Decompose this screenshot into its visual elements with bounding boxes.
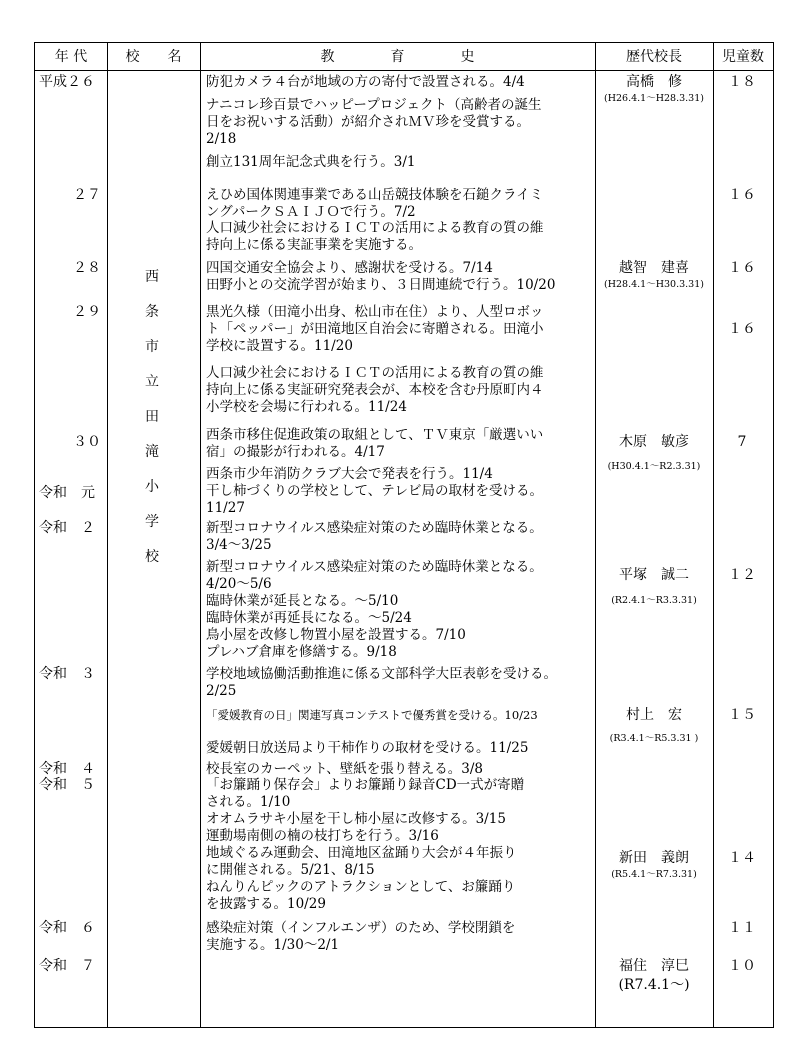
principal-name: 平塚 誠二 bbox=[619, 567, 689, 583]
history-line: プレハブ倉庫を修繕する。9/18 bbox=[206, 644, 397, 660]
year-label: 平成２６ bbox=[39, 74, 95, 90]
history-entry bbox=[206, 154, 416, 171]
column-divider bbox=[200, 43, 201, 1027]
year-label: 令和 ５ bbox=[39, 777, 95, 793]
history-entry bbox=[206, 260, 555, 294]
history-line: 新型コロナウイルス感染症対策のため臨時休業となる。 bbox=[206, 520, 543, 536]
history-line: 臨時休業が再延長になる。〜5/24 bbox=[206, 610, 412, 626]
history-entry bbox=[206, 777, 524, 913]
column-divider bbox=[107, 43, 108, 1027]
history-line: 宿」の撮影が行われる。4/17 bbox=[206, 444, 385, 460]
principal-term: (R3.4.1〜R5.3.31 ) bbox=[609, 733, 699, 744]
history-line: 実施する。1/30〜2/1 bbox=[206, 937, 340, 953]
history-entry bbox=[206, 427, 543, 461]
history-entry bbox=[206, 520, 543, 554]
history-line: 西条市少年消防クラブ大会で発表を行う。11/4 bbox=[206, 466, 493, 482]
principal-term: (H30.4.1〜R2.3.31) bbox=[607, 461, 701, 472]
history-line: 干し柿づくりの学校として、テレビ局の取材を受ける。 bbox=[206, 483, 543, 499]
student-count: １６ bbox=[728, 260, 756, 276]
history-line: 防犯カメラ４台が地域の方の寄付で設置される。4/4 bbox=[206, 74, 525, 90]
student-count: １６ bbox=[728, 187, 756, 203]
year-label: ２９ bbox=[73, 304, 101, 320]
year-label: 令和 ２ bbox=[39, 520, 95, 536]
history-line: 校長室のカーペット、壁紙を張り替える。3/8 bbox=[206, 761, 484, 777]
history-entry bbox=[206, 466, 543, 517]
principal-term: (H28.4.1〜H30.3.31) bbox=[604, 279, 704, 290]
principal-term: (R7.4.1〜) bbox=[618, 977, 690, 993]
history-line: 「愛媛教育の日」関連写真コンテストで優秀賞を受ける。10/23 bbox=[206, 708, 538, 722]
history-line: 学校に設置する。11/20 bbox=[206, 338, 353, 354]
history-entry bbox=[206, 97, 541, 148]
history-line: オオムラサキ小屋を干し柿小屋に改修する。3/15 bbox=[206, 811, 506, 827]
student-count: １６ bbox=[728, 321, 756, 337]
principal-term: (R5.4.1〜R7.3.31) bbox=[611, 869, 697, 880]
history-line: 創立131周年記念式典を行う。3/1 bbox=[206, 154, 416, 170]
history-line: ングパークＳＡＩＪＯで行う。7/2 bbox=[206, 204, 416, 220]
history-entry bbox=[206, 365, 544, 416]
history-line: 田野小との交流学習が始まり、３日間連続で行う。10/20 bbox=[206, 277, 556, 293]
history-line: 感染症対策（インフルエンザ）のため、学校閉鎖を bbox=[206, 920, 516, 936]
year-label: 令和 ３ bbox=[39, 666, 95, 682]
history-line: 鳥小屋を改修し物置小屋を設置する。7/10 bbox=[206, 627, 466, 643]
history-entry bbox=[206, 559, 543, 661]
history-entry bbox=[206, 666, 557, 700]
school-name-char: 条 bbox=[145, 304, 159, 320]
history-line: 黒光久様（田滝小出身、松山市在住）より、人型ロボッ bbox=[206, 304, 544, 320]
year-label: ２８ bbox=[73, 260, 101, 276]
student-count: １２ bbox=[728, 567, 756, 583]
history-line: 11/27 bbox=[206, 500, 245, 516]
year-label: ２７ bbox=[73, 187, 101, 203]
principal-name: 新田 義朗 bbox=[619, 850, 689, 866]
history-line: に開催される。5/21、8/15 bbox=[206, 862, 375, 878]
history-line: 学校地域協働活動推進に係る文部科学大臣表彰を受ける。 bbox=[206, 666, 557, 682]
school-name-char: 滝 bbox=[145, 444, 159, 460]
header-students: 児童数 bbox=[722, 49, 764, 65]
school-name-char: 田 bbox=[145, 409, 159, 425]
history-line: 持向上に係る実証事業を実施する。 bbox=[206, 237, 422, 253]
history-line: 2/18 bbox=[206, 131, 237, 147]
history-entry bbox=[206, 707, 538, 724]
history-line: 日をお祝いする活動）が紹介されＭＶ珍を受賞する。 bbox=[206, 114, 530, 130]
history-entry bbox=[206, 761, 483, 778]
history-line: 3/4〜3/25 bbox=[206, 537, 272, 553]
school-name-vertical bbox=[115, 43, 189, 1027]
history-line: 4/20〜5/6 bbox=[206, 576, 272, 592]
year-label: 令和 元 bbox=[39, 485, 95, 501]
history-line: 地域ぐるみ運動会、田滝地区盆踊り大会が４年振り bbox=[206, 845, 517, 861]
school-name-char: 小 bbox=[145, 479, 159, 495]
header-school-name: 校 名 bbox=[125, 49, 182, 65]
student-count: １５ bbox=[728, 707, 756, 723]
history-line: 持向上に係る実証研究発表会が、本校を含む丹原町内４ bbox=[206, 382, 544, 398]
header-era: 年 代 bbox=[54, 49, 88, 65]
year-label: 令和 ７ bbox=[39, 958, 95, 974]
school-name-char: 校 bbox=[145, 549, 159, 565]
history-entry bbox=[206, 920, 515, 954]
history-line: 新型コロナウイルス感染症対策のため臨時休業となる。 bbox=[206, 559, 543, 575]
principal-name: 福住 淳巳 bbox=[619, 958, 689, 974]
history-entry bbox=[206, 74, 525, 91]
school-name-char: 学 bbox=[145, 514, 159, 530]
history-line: ト「ペッパー」が田滝地区自治会に寄贈される。田滝小 bbox=[206, 321, 544, 337]
principal-name: 村上 宏 bbox=[626, 707, 682, 723]
history-line: 人口減少社会におけるＩＣＴの活用による教育の質の維 bbox=[206, 365, 544, 381]
history-entry bbox=[206, 304, 544, 355]
history-line: される。1/10 bbox=[206, 794, 291, 810]
year-label: ３０ bbox=[73, 434, 101, 450]
history-entry bbox=[206, 740, 528, 757]
history-line: 臨時休業が延長となる。〜5/10 bbox=[206, 593, 399, 609]
history-line: 「お簾踊り保存会」よりお簾踊り録音CD一式が寄贈 bbox=[206, 777, 525, 793]
history-entry bbox=[206, 187, 543, 221]
history-line: 2/25 bbox=[206, 683, 237, 699]
history-line: 西条市移住促進政策の取組として、ＴＶ東京「厳選いい bbox=[206, 427, 544, 443]
student-count: １１ bbox=[728, 920, 756, 936]
history-line: 運動場南側の楠の枝打ちを行う。3/16 bbox=[206, 828, 439, 844]
header-principals: 歴代校長 bbox=[626, 49, 682, 65]
history-line: 四国交通安全協会より、感謝状を受ける。7/14 bbox=[206, 260, 493, 276]
principal-name: 木原 敏彦 bbox=[619, 434, 689, 450]
history-line: ねんりんピックのアトラクションとして、お簾踊り bbox=[206, 879, 516, 895]
principal-term: (H26.4.1〜H28.3.31) bbox=[604, 93, 704, 104]
school-name-char: 市 bbox=[145, 339, 159, 355]
history-line: を披露する。10/29 bbox=[206, 896, 326, 912]
principal-name: 高橋 修 bbox=[626, 74, 682, 90]
principal-term: (R2.4.1〜R3.3.31) bbox=[611, 595, 697, 606]
year-label: 令和 ４ bbox=[39, 761, 95, 777]
history-line: えひめ国体関連事業である山岳競技体験を石鎚クライミ bbox=[206, 187, 544, 203]
history-entry bbox=[206, 220, 544, 254]
history-line: 愛媛朝日放送局より干柿作りの取材を受ける。11/25 bbox=[206, 740, 529, 756]
history-line: 小学校を会場に行われる。11/24 bbox=[206, 399, 407, 415]
history-line: ナニコレ珍百景でハッピープロジェクト（高齢者の誕生 bbox=[206, 97, 542, 113]
principal-name: 越智 建喜 bbox=[619, 260, 689, 276]
student-count: 7 bbox=[737, 434, 747, 450]
history-line: 人口減少社会におけるＩＣＴの活用による教育の質の維 bbox=[206, 220, 544, 236]
school-history-table bbox=[34, 42, 774, 1028]
school-name-char: 西 bbox=[145, 269, 159, 285]
student-count: １０ bbox=[728, 958, 756, 974]
school-name-char: 立 bbox=[145, 374, 159, 390]
student-count: １４ bbox=[728, 850, 756, 866]
student-count: １８ bbox=[728, 74, 756, 90]
header-history: 教 育 史 bbox=[320, 49, 475, 65]
year-label: 令和 ６ bbox=[39, 920, 95, 936]
